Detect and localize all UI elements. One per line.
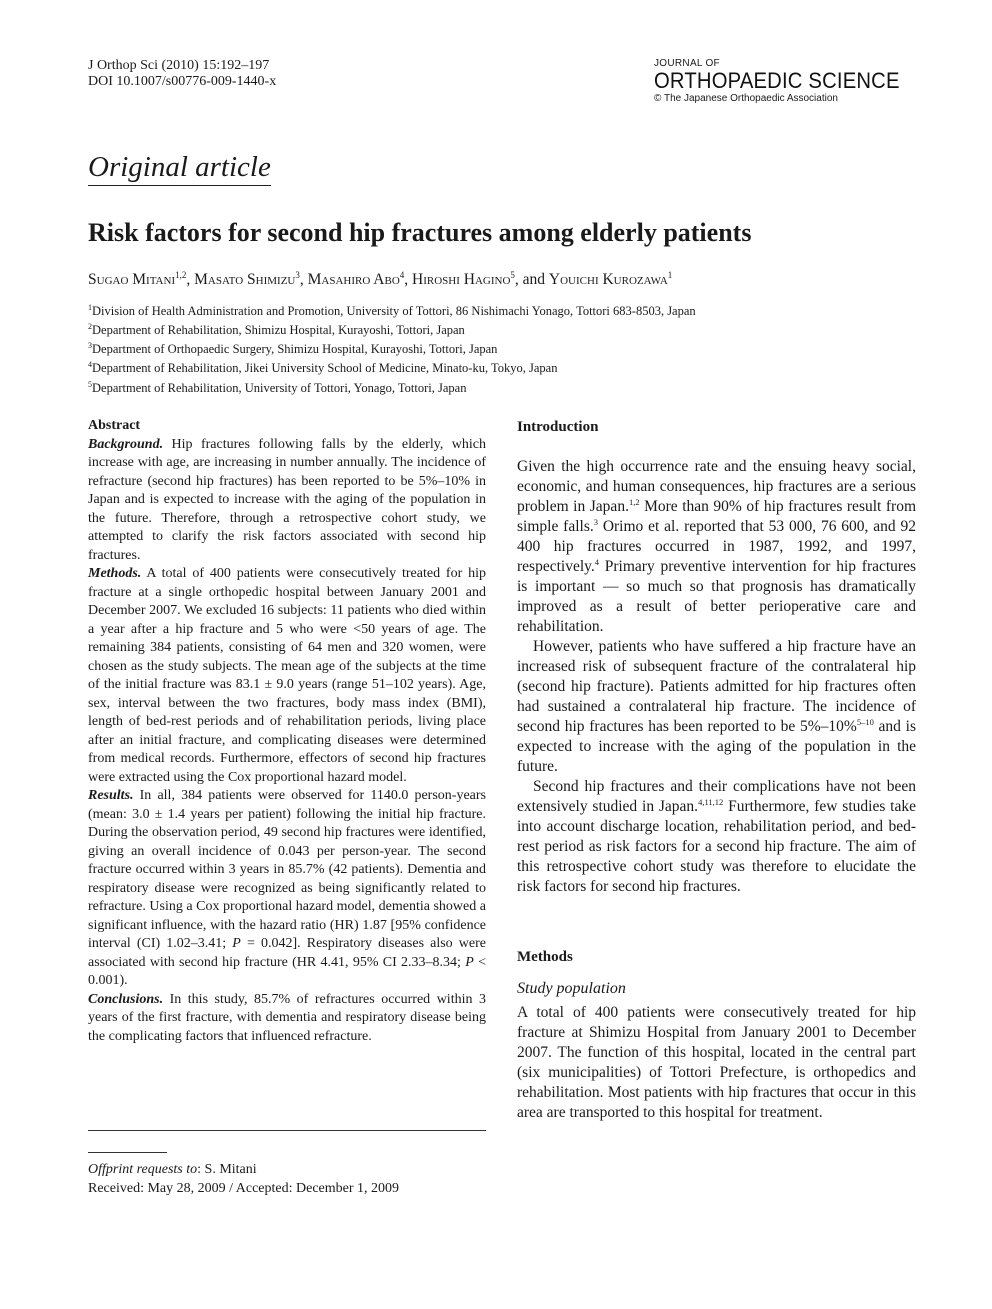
author-sup: 1,2 <box>175 270 187 280</box>
author-name: Masato Shimizu <box>194 271 296 289</box>
citation-ref: 1,2 <box>628 496 640 507</box>
affiliation-num: 3 <box>88 341 92 351</box>
offprint-line <box>88 1160 399 1179</box>
affiliation-item <box>88 357 696 376</box>
abstract-results <box>88 787 486 991</box>
affiliation-num: 2 <box>88 322 92 332</box>
offprint-label: Offprint requests to <box>88 1162 198 1177</box>
footnote-divider <box>88 1152 167 1153</box>
results-text: = 0.042]. Respiratory diseases also were associated with second hip fracture (HR 4.41, 95% CI 2.33–8.34; <box>88 936 486 970</box>
methods-heading: Methods <box>517 949 573 965</box>
study-population-heading: Study population <box>517 980 626 997</box>
text-span: Primary preventive intervention for hip fractures is important — so much so that prognosis has dramatically improved as a result of better perioperative care and rehabilitation. <box>517 558 916 635</box>
journal-logo <box>654 58 916 105</box>
abstract-methods <box>88 565 486 787</box>
author-sup: 1 <box>667 270 673 280</box>
conclusions-text: In this study, 85.7% of refractures occurred within 3 years of the first fracture, with dementia and respiratory disease being the complicating factors that influenced refracture. <box>88 991 486 1044</box>
author-name: Youichi Kurozawa <box>548 271 668 289</box>
results-label: Results. <box>88 788 134 803</box>
affiliation-item <box>88 377 696 396</box>
introduction-heading: Introduction <box>517 419 599 435</box>
methods-text: A total of 400 patients were consecutively treated for hip fracture at a single orthopedic hospital between January 2001 and December 2007. We excluded 16 subjects: 11 patients who died within a year after a hip fracture and 5 who were <50 years of age. The remaining 384 patients, consisting of 64 men and 320 women, were chosen as the study subjects. The mean age of the subjects at the time of the initial fracture was 83.1 ± 9.0 years (range 51–102 years). Age, sex, interval between the two fractures, body mass index (BMI), length of bed-rest periods and of rehabilitation periods, living place after an initial fracture, and complicating diseases were determined from medical records. Furthermore, effectors of second hip fractures were extracted using the Cox proportional hazard model. <box>88 566 486 785</box>
affiliation-num: 4 <box>88 360 92 370</box>
text-span: Given the high occurrence rate and the ensuing heavy social, economic, and human consequences, hip fractures are a serious problem in Japan. <box>517 458 916 515</box>
affiliation-list <box>88 300 696 396</box>
author-sep: , <box>404 271 413 289</box>
results-text: In all, 384 patients were observed for 1140.0 person-years (mean: 3.0 ± 1.4 years per patient) following the initial hip fracture. During the observation period, 49 second hip fractures were identified, giving an overall incidence of 0.043 per person-year. The second fracture occurred within 3 years in 85.7% (42 patients). Dementia and respiratory disease were recognized as being significantly related to refracture. Using a Cox proportional hazard model, dementia showed a significant influence, with the hazard ratio (HR) 1.87 [95% confidence interval (CI) 1.02–3.41; <box>88 788 486 951</box>
affiliation-text: Department of Rehabilitation, University of Tottori, Yonago, Tottori, Japan <box>92 380 467 395</box>
author-sup: 5 <box>510 270 515 280</box>
affiliation-item <box>88 300 696 319</box>
methods-label: Methods. <box>88 566 142 581</box>
author-name: Sugao Mitani <box>88 271 176 289</box>
journal-of-label: JOURNAL OF <box>654 58 720 69</box>
citation-ref: 5–10 <box>856 716 874 727</box>
citation-ref: 4,11,12 <box>698 796 724 807</box>
doi-line: DOI 10.1007/s00776-009-1440-x <box>88 74 277 89</box>
methods-paragraph: A total of 400 patients were consecutively treated for hip fracture at Shimizu Hospital from January 2001 to December 2007. The function of this hospital, located in the central part (six municipalities) of Tottori Prefecture, is orthopedics and rehabilitation. Most patients with hip fractures that occur in this area are transported to this hospital for treatment. <box>517 1004 916 1121</box>
citation-line: J Orthop Sci (2010) 15:192–197 <box>88 58 270 73</box>
footnote <box>88 1160 399 1198</box>
text-span: However, patients who have suffered a hip fracture have an increased risk of subsequent fracture of the contralateral hip (second hip fracture). Patients admitted for hip fractures often had sustained a contralateral hip fracture. The incidence of second hip fractures has been reported to be 5%–10% <box>517 638 916 735</box>
affiliation-text: Department of Rehabilitation, Shimizu Hospital, Kurayoshi, Tottori, Japan <box>92 323 465 338</box>
citation-ref: 3 <box>593 516 598 527</box>
results-text: < 0.001). <box>88 954 486 988</box>
affiliation-num: 5 <box>88 379 92 389</box>
column-divider <box>88 1130 486 1131</box>
article-type: Original article <box>88 150 271 186</box>
author-name: Hiroshi Hagino <box>412 271 511 289</box>
citation-block <box>88 58 276 90</box>
abstract-background <box>88 436 486 566</box>
citation-ref: 4 <box>594 556 599 567</box>
p-value-symbol: P <box>232 936 241 951</box>
text-span: and is expected to increase with the aging of the population in the future. <box>517 718 916 775</box>
intro-paragraph <box>517 777 916 897</box>
affiliation-item <box>88 338 696 357</box>
article-title: Risk factors for second hip fractures among elderly patients <box>88 218 752 247</box>
author-sep: , <box>299 271 308 289</box>
affiliation-num: 1 <box>88 303 92 312</box>
abstract-column <box>88 417 486 1046</box>
author-name: Masahiro Abo <box>307 271 400 289</box>
author-sep: , and <box>514 271 549 289</box>
offprint-name: : S. Mitani <box>197 1162 257 1177</box>
text-span: More than 90% of hip fractures result from simple falls. <box>517 498 916 535</box>
intro-paragraph <box>517 457 916 637</box>
affiliation-text: Division of Health Administration and Promotion, University of Tottori, 86 Nishimachi Yonago, Tottori 683-8503, Japan <box>92 304 696 319</box>
abstract-conclusions <box>88 991 486 1047</box>
journal-name: ORTHOPAEDIC SCIENCE <box>654 68 900 93</box>
received-line: Received: May 28, 2009 / Accepted: December 1, 2009 <box>88 1181 400 1196</box>
author-sup: 4 <box>399 270 405 280</box>
conclusions-label: Conclusions. <box>88 991 164 1007</box>
text-span: Second hip fractures and their complications have not been extensively studied in Japan. <box>517 778 916 815</box>
intro-paragraph <box>517 637 916 777</box>
abstract-heading: Abstract <box>88 418 141 433</box>
author-list <box>88 265 672 290</box>
background-label: Background. <box>88 436 164 452</box>
body-column <box>517 417 916 1123</box>
author-sep: , <box>186 271 195 289</box>
affiliation-text: Department of Rehabilitation, Jikei University School of Medicine, Minato-ku, Tokyo, Japan <box>92 361 558 376</box>
journal-copyright: © The Japanese Orthopaedic Association <box>654 93 838 104</box>
text-span: Orimo et al. reported that 53 000, 76 600, and 92 400 hip fractures occurred in 1987, 1992, and 1997, respectively. <box>517 518 916 575</box>
background-text: Hip fractures following falls by the elderly, which increase with age, are increasing in number annually. The incidence of refracture (second hip fractures) has been reported to be 5%–10% in Japan and is expected to increase with the aging of the population in the future. Therefore, through a retrospective cohort study, we attempted to clarify the risk factors associated with second hip fractures. <box>88 436 486 563</box>
p-value-symbol: P <box>465 954 474 970</box>
affiliation-text: Department of Orthopaedic Surgery, Shimizu Hospital, Kurayoshi, Tottori, Japan <box>92 342 498 357</box>
text-span: Furthermore, few studies take into account discharge location, rehabilitation period, and bed-rest period as risk factors for a second hip fracture. The aim of this retrospective cohort study was therefore to elucidate the risk factors for second hip fractures. <box>517 798 916 895</box>
author-sup: 3 <box>295 270 300 280</box>
affiliation-item <box>88 319 696 338</box>
